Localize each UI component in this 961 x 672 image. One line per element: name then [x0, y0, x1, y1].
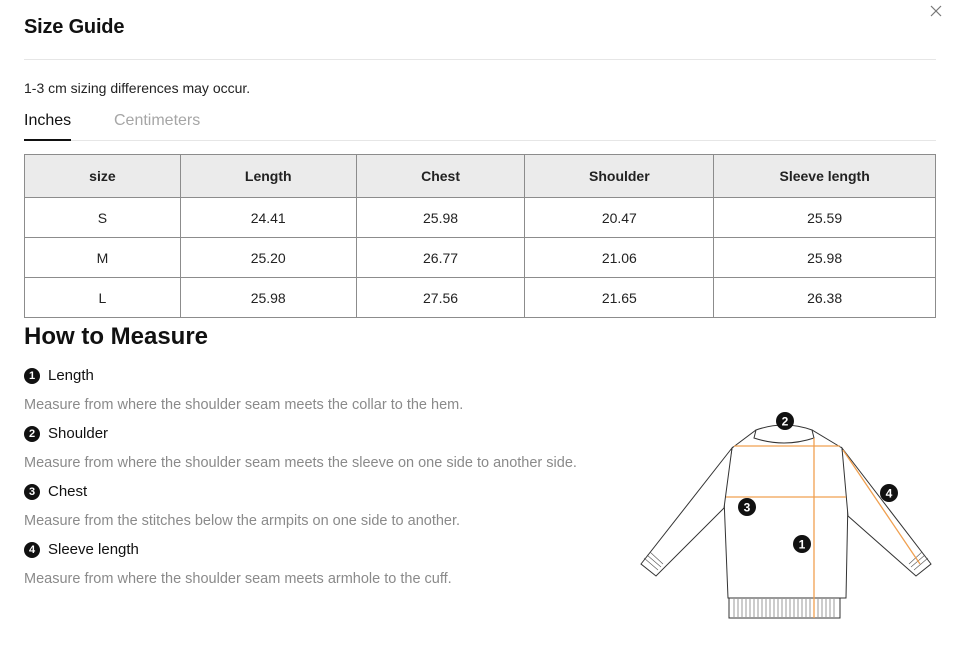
step-length	[24, 367, 94, 384]
step-description: Measure from the stitches below the armpits on one side to another.	[24, 513, 461, 529]
table-cell: 24.41	[180, 198, 356, 238]
table-row	[25, 238, 936, 278]
modal-title: Size Guide	[24, 16, 125, 38]
column-header: Sleeve length	[714, 155, 936, 198]
table-cell: 26.38	[714, 278, 936, 318]
size-table	[24, 154, 936, 318]
table-cell: 25.98	[356, 198, 525, 238]
svg-text:1: 1	[798, 537, 806, 552]
column-header: Chest	[356, 155, 525, 198]
svg-text:3: 3	[743, 500, 751, 515]
table-cell: L	[25, 278, 181, 318]
step-number-badge: 3	[24, 484, 40, 500]
step-sleeve-length	[24, 541, 139, 558]
tab-inches[interactable]: Inches	[24, 112, 71, 141]
divider	[24, 59, 936, 60]
step-description: Measure from where the shoulder seam meets the collar to the hem.	[24, 397, 464, 413]
step-description: Measure from where the shoulder seam meets armhole to the cuff.	[24, 571, 452, 587]
step-label: Length	[48, 367, 94, 384]
step-number-badge: 1	[24, 368, 40, 384]
step-shoulder	[24, 425, 108, 442]
step-label: Shoulder	[48, 425, 109, 442]
table-row	[25, 198, 936, 238]
table-cell: 25.59	[714, 198, 936, 238]
table-header-row	[25, 155, 936, 198]
unit-tabs	[24, 110, 936, 141]
step-label: Sleeve length	[48, 541, 139, 558]
tab-centimeters[interactable]: Centimeters	[114, 112, 201, 129]
step-chest	[24, 483, 87, 500]
sweater-diagram	[636, 408, 936, 624]
table-cell: 25.98	[180, 278, 356, 318]
step-description: Measure from where the shoulder seam meets the sleeve on one side to another side.	[24, 455, 577, 471]
table-cell: 26.77	[356, 238, 525, 278]
table-cell: 21.65	[525, 278, 714, 318]
table-cell: 20.47	[525, 198, 714, 238]
how-to-measure-heading: How to Measure	[24, 323, 209, 350]
table-cell: 25.98	[714, 238, 936, 278]
svg-text:2: 2	[781, 414, 789, 429]
column-header: Length	[180, 155, 356, 198]
column-header: size	[25, 155, 181, 198]
step-label: Chest	[48, 483, 88, 500]
step-number-badge: 2	[24, 426, 40, 442]
table-cell: 27.56	[356, 278, 525, 318]
sizing-note: 1-3 cm sizing differences may occur.	[24, 80, 251, 96]
table-cell: M	[25, 238, 181, 278]
column-header: Shoulder	[525, 155, 714, 198]
step-number-badge: 4	[24, 542, 40, 558]
table-row	[25, 278, 936, 318]
table-cell: S	[25, 198, 181, 238]
close-icon[interactable]	[928, 3, 944, 19]
svg-text:4: 4	[885, 486, 893, 501]
table-cell: 25.20	[180, 238, 356, 278]
table-cell: 21.06	[525, 238, 714, 278]
